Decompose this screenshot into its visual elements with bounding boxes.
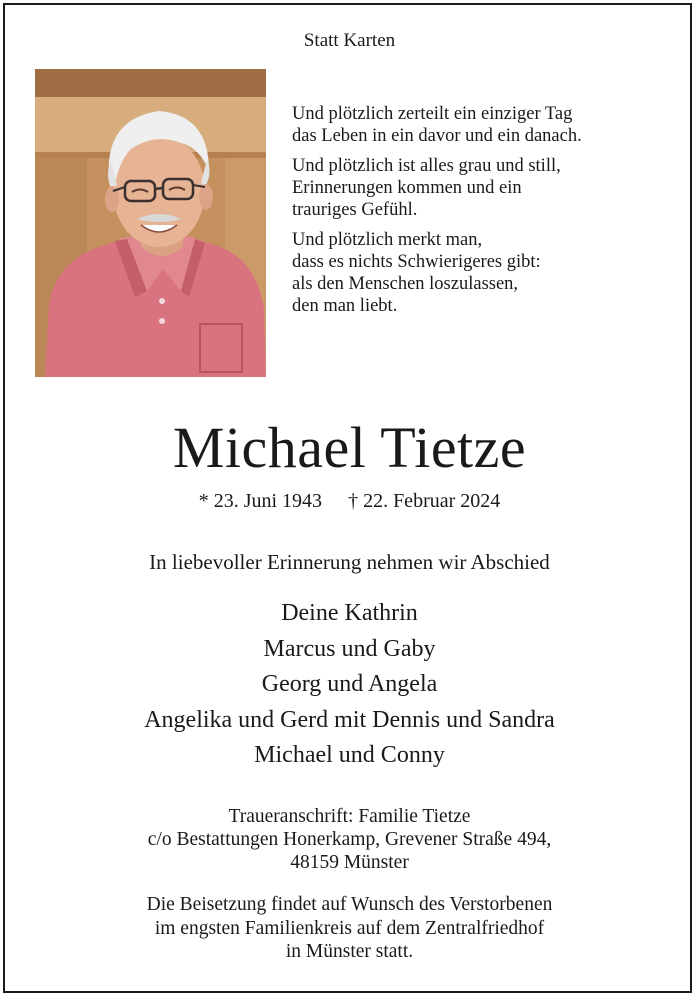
deceased-name: Michael Tietze bbox=[172, 415, 527, 480]
death-date: † 22. Februar 2024 bbox=[348, 490, 501, 512]
poem-line: dass es nichts Schwierigeres gibt: bbox=[292, 252, 541, 272]
mourner-entry: Michael und Conny bbox=[254, 742, 445, 768]
funeral-line: in Münster statt. bbox=[285, 941, 414, 962]
mourning-address bbox=[0, 805, 699, 874]
pre-title: Statt Karten bbox=[303, 30, 396, 51]
funeral-line: Die Beisetzung findet auf Wunsch des Verstorbenen bbox=[146, 894, 553, 915]
poem-line: trauriges Gefühl. bbox=[292, 200, 418, 220]
mourner-entry: Marcus und Gaby bbox=[263, 635, 436, 662]
poem-line: Und plötzlich ist alles grau und still, bbox=[292, 156, 561, 176]
mourner-entry: Angelika und Gerd mit Dennis und Sandra bbox=[144, 706, 555, 733]
poem-stanza bbox=[292, 103, 672, 147]
portrait-photo bbox=[35, 69, 266, 377]
poem-line: das Leben in ein davor und ein danach. bbox=[292, 126, 582, 146]
mourner-entry: Georg und Angela bbox=[261, 671, 438, 697]
poem-line: als den Menschen loszulassen, bbox=[292, 274, 519, 294]
life-dates bbox=[0, 490, 699, 513]
poem bbox=[292, 103, 672, 325]
poem-line: den man liebt. bbox=[292, 296, 398, 316]
address-line: 48159 Münster bbox=[290, 852, 409, 873]
poem-line: Erinnerungen kommen und ein bbox=[292, 178, 522, 198]
farewell-intro: In liebevoller Erinnerung nehmen wir Abschied bbox=[149, 550, 550, 574]
funeral-line: im engsten Familienkreis auf dem Zentralfriedhof bbox=[154, 917, 545, 939]
poem-line: Und plötzlich zerteilt ein einziger Tag bbox=[292, 104, 573, 124]
funeral-notice bbox=[0, 893, 699, 964]
mourner-entry: Deine Kathrin bbox=[281, 600, 418, 626]
birth-date: * 23. Juni 1943 bbox=[198, 490, 323, 512]
mourners-list bbox=[0, 596, 699, 774]
address-line: Traueranschrift: Familie Tietze bbox=[228, 806, 471, 827]
address-line: c/o Bestattungen Honerkamp, Grevener Straße 494, bbox=[147, 829, 552, 850]
poem-stanza bbox=[292, 155, 672, 221]
poem-stanza bbox=[292, 229, 672, 317]
poem-line: Und plötzlich merkt man, bbox=[292, 230, 483, 250]
